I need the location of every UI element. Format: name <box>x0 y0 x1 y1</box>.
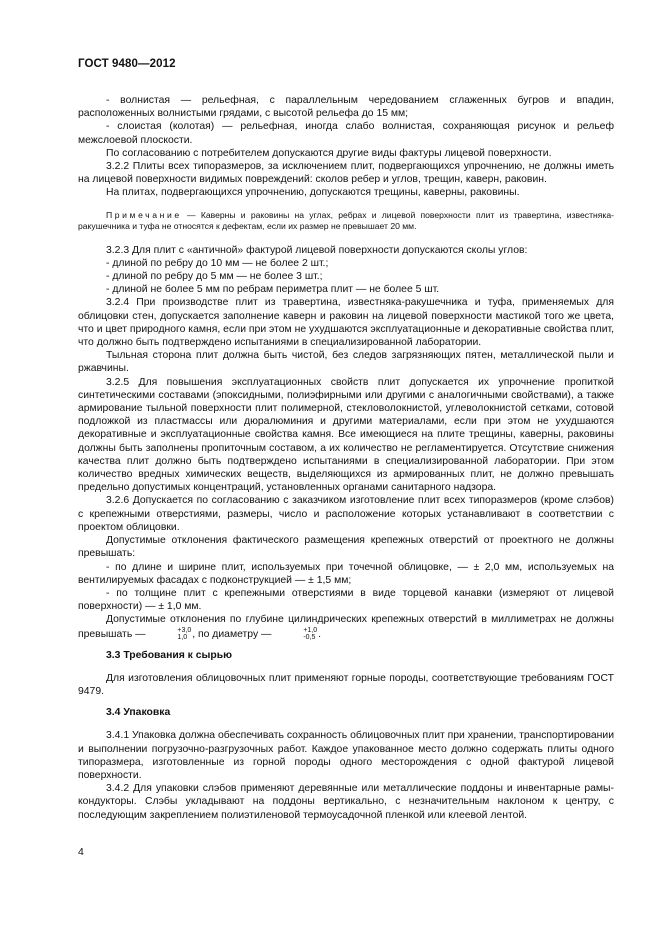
paragraph-strengthened: На плитах, подвергающихся упрочнению, допускаются трещины, каверны, раковины. <box>106 187 520 199</box>
paragraph-3-2-4: 3.2.4 При производстве плит из травертина, известняка-ракушечника и туфа, применяемых для облицовки стен, допускается заполнение каверн и раковин на лицевой поверхности мастикой того же цвета, что и цвет природного камня, если при этом не ухудшаются эксплуатационные и декоративные свойства плит, что должно быть подтверждено испытаниями в специализированной лаборатории. <box>78 297 614 349</box>
note-label: Примечание <box>106 209 182 220</box>
section-heading-3-4: 3.4 Упаковка <box>106 707 171 719</box>
paragraph-3-2-5: 3.2.5 Для повышения эксплуатационных свойств плит допускается их упрочнение пропиткой синтетическими составами (эпоксидными, полиэфирными или другими с аналогичными свойствами), а также армирование тыльной поверхности плит полимерной, стекловолокнистой, углеволокнистой сетками, сотовой подложкой из пластмассы или дюралюминия и другими материалами, если при этом не ухудшаются декоративные и эксплуатационные свойства камня. Все имеющиеся на плите трещины, каверны, раковины должны быть заполнены пропиточным составом, а их количество не регламентируется. Отсутствие снижения качества плит должно быть подтверждено испытаниями в специализированной лаборатории. При этом количество вредных химических веществ, выделяющихся из армированных плит, не должно превышать предельно допустимых концентраций, установленных органами санитарного надзора. <box>78 376 614 494</box>
note <box>78 210 614 233</box>
paragraph-3-2-3: 3.2.3 Для плит с «античной» фактурой лицевой поверхности допускаются сколы углов: <box>106 244 528 256</box>
paragraph-hole-deviation: Допустимые отклонения фактического размещения крепежных отверстий от проектного не должны превышать: <box>78 535 614 560</box>
document-header: ГОСТ 9480—2012 <box>78 58 176 70</box>
paragraph-raw-materials: Для изготовления облицовочных плит применяют горные породы, соответствующие требованиям ГОСТ 9479. <box>78 672 614 697</box>
depth-lower: 1,0 <box>177 633 188 641</box>
document-body <box>78 94 614 822</box>
paragraph-3-2-2: 3.2.2 Плиты всех типоразмеров, за исключением плит, подвергающихся упрочнению, не должны иметь на лицевой поверхности видимых повреждений: сколов ребер и углов, трещин, каверн, раковин. <box>78 161 614 186</box>
paragraph-3-4-2: 3.4.2 Для упаковки слэбов применяют деревянные или металлические поддоны и инвентарные рамы-кондукторы. Слэбы укладывают на поддоны вертикально, с незначительным наклоном к центру, с последующим закреплением полиэтиленовой термоусадочной пленкой или клеевой лентой. <box>78 783 614 821</box>
depth-upper: +3,0 <box>177 626 192 634</box>
section-heading-3-3: 3.3 Требования к сырью <box>106 649 233 661</box>
paragraph-3-2-6: 3.2.6 Допускается по согласованию с заказчиком изготовление плит всех типоразмеров (кроме слэбов) с крепежными отверстиями, размеры, число и расположение которых устанавливают в соответствии с проектом облицовки. <box>78 495 614 533</box>
list-item-chip-5mm: - длиной по ребру до 5 мм — не более 3 шт.; <box>106 271 323 283</box>
diameter-lower: -0,5 <box>303 633 316 641</box>
list-item-chip-10mm: - длиной по ребру до 10 мм — не более 2 шт.; <box>106 257 329 269</box>
diameter-upper: +1,0 <box>303 626 318 634</box>
tolerance-lead: Допустимые отклонения по глубине цилиндрических крепежных отверстий в миллиметрах не должны превышать — <box>78 614 614 640</box>
paragraph-back-side: Тыльная сторона плит должна быть чистой, без следов загрязняющих пятен, металлической пыли и ржавчины. <box>78 350 614 375</box>
tolerance-end: . <box>318 628 322 640</box>
list-item-chip-perimeter: - длиной не более 5 мм по ребрам периметра плит — не более 5 шт. <box>106 284 440 296</box>
list-item-length-width: - по длине и ширине плит, используемых при точечной облицовке, — ± 2,0 мм, используемых на вентилируемых фасадах с подконструкцией — ± 1,5 мм; <box>78 561 614 586</box>
list-item-thickness: - по толщине плит с крепежными отверстиями в виде торцевой канавки (измеряют от лицевой поверхности) — ± 1,0 мм. <box>78 587 614 613</box>
tolerance-mid: , по диаметру — <box>192 628 272 640</box>
paragraph-depth-tolerance <box>78 613 614 640</box>
paragraph-3-4-1: 3.4.1 Упаковка должна обеспечивать сохранность облицовочных плит при хранении, транспортировании и выполнении погрузочно-разгрузочных работ. Каждое упакованное место должно содержать плиты одного типоразмера, изготовленные из горной породы одного месторождения с одной фактурой лицевой поверхности. <box>78 730 614 781</box>
depth-tolerance-fraction <box>149 627 191 641</box>
paragraph-other-textures: По согласованию с потребителем допускаются другие виды фактуры лицевой поверхности. <box>106 147 552 159</box>
list-item-layered: - слоистая (колотая) — рельефная, иногда слабо волнистая, сохраняющая рисунок и рельеф межслоевой плоскости. <box>78 121 614 146</box>
page-number: 4 <box>78 847 84 858</box>
diameter-tolerance-fraction <box>275 627 317 641</box>
note-text: — Каверны и раковины на углах, ребрах и лицевой поверхности плит из травертина, известняка-ракушечника и туфа не относятся к дефектам, если их размер не превышает 20 мм. <box>78 209 614 232</box>
list-item-wavy: - волнистая — рельефная, с параллельным чередованием сглаженных бугров и впадин, расположенных волнистыми грядами, с высотой рельефа до 15 мм; <box>78 95 614 120</box>
